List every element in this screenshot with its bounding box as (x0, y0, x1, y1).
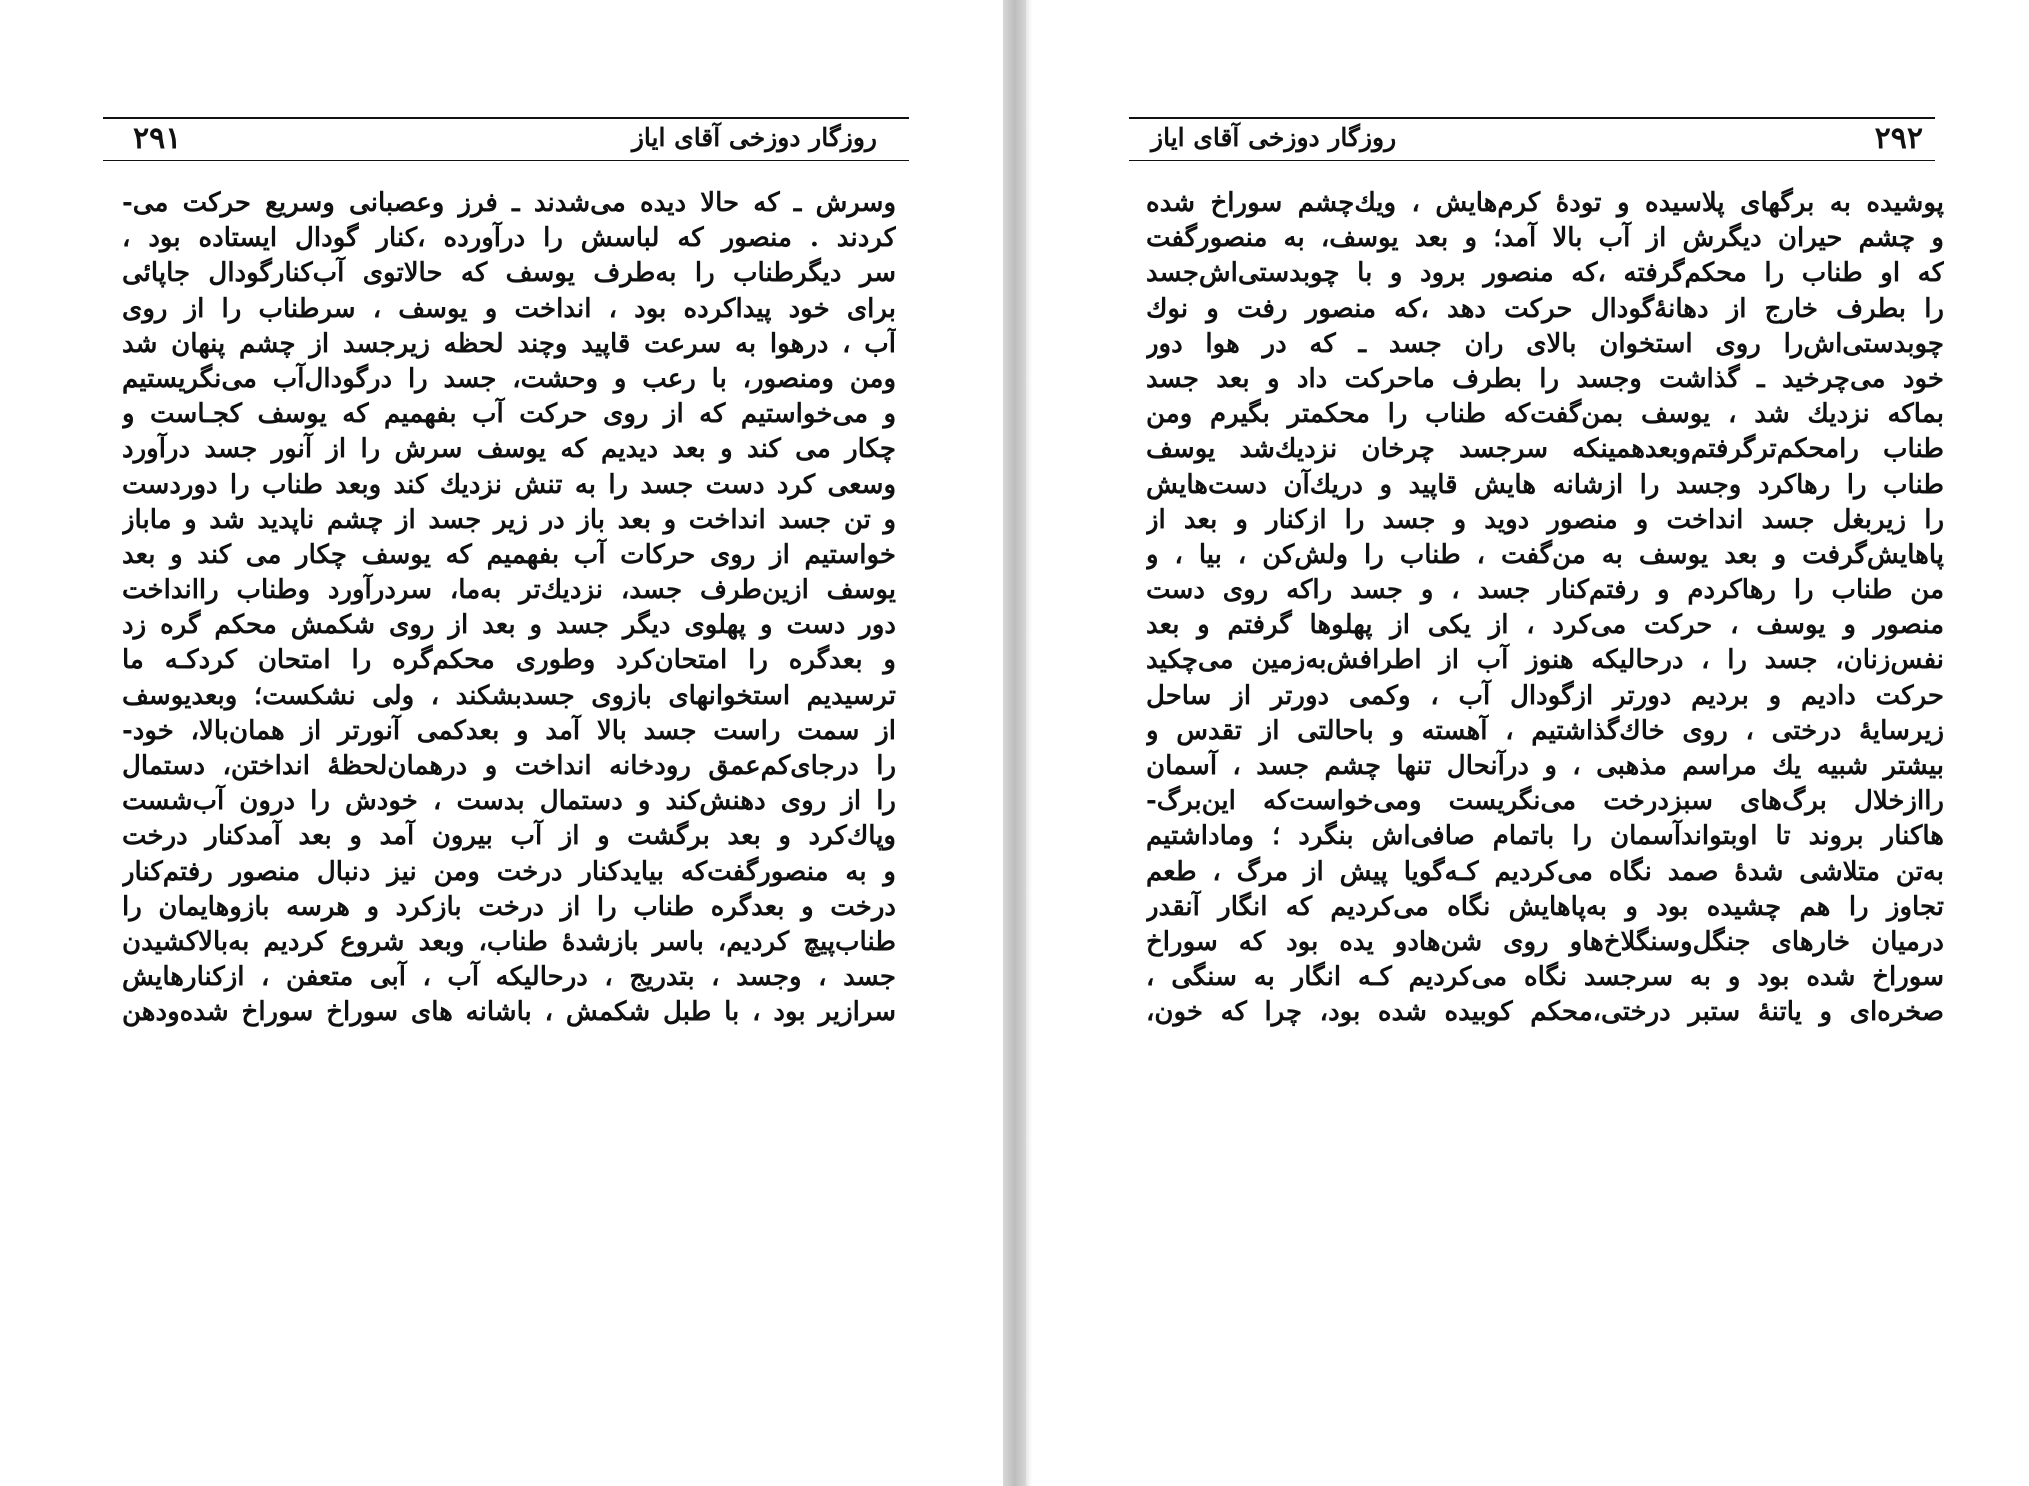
text-line: وسعی کرد دست جسد را به تنش نزدیك کند وبعد طناب را دوردست (122, 469, 896, 500)
text-line: پوشیده به برگهای پلاسیده و تودهٔ کرم‌هایش ، ویك‌چشم سوراخ شده (1146, 188, 1944, 218)
text-line: جسد ، وجسد ، بتدریج ، درحالیکه آب ، آبی متعفن ، ازکنارهایش (122, 962, 896, 993)
right-page-body (1146, 186, 1944, 1031)
text-line: سر دیگرطناب را به‌طرف یوسف که حالاتوی آب‌کنارگودال جاپائی (122, 258, 896, 289)
text-line: وسرش ـ که حالا دیده می‌شدند ـ فرز وعصبانی وسریع حرکت می- (122, 188, 896, 218)
text-line: و بعدگره را امتحان‌کرد وطوری محکم‌گره را امتحان کردکـه ما (122, 645, 896, 676)
text-line: بماکه نزدیك شد ، یوسف بمن‌گفت‌که طناب را محکمتر بگیرم ومن (1146, 399, 1944, 430)
text-line: برای خود پیداکرده بود ، انداخت و یوسف ، سرطناب را از روی (122, 293, 896, 324)
right-page-header (1129, 117, 1935, 161)
text-line: را زیربغل جسد انداخت و منصور دوید و جسد را ازکنار و بعد از (1146, 504, 1944, 535)
header-rule-bottom (103, 160, 909, 161)
text-line: هاکنار بروند تا اوبتواندآسمان را باتمام صافی‌اش بنگرد ؛ وماداشتیم (1146, 821, 1944, 852)
text-line: خواستیم از روی حرکات آب بفهمیم که یوسف چکار می کند و بعد (122, 539, 896, 570)
text-line: من طناب را رهاکردم و رفتم‌کنار جسد ، و جسد راکه روی دست (1146, 575, 1944, 606)
text-line: را بطرف خارج از دهانهٔ‌گودال حرکت دهد ،که منصور رفت و نوك (1146, 293, 1944, 324)
text-line: سوراخ شده بود و به سرجسد نگاه می‌کردیم کـه انگار به سنگی ، (1146, 962, 1944, 993)
running-title: روزگار دوزخی آقای ایاز (1151, 123, 1397, 152)
text-line: درمیان خارهای جنگل‌وسنگلاخ‌هاو روی شن‌هادو یده بود که سوراخ (1146, 926, 1944, 957)
text-line: تجاوز را هم چشیده بود و به‌پاهایش نگاه می‌کردیم که انگار آنقدر (1146, 891, 1944, 922)
text-line: درخت و بعدگره طناب را از درخت بازکرد و هرسه بازوهایمان را (122, 891, 896, 922)
text-line: چوبدستی‌اش‌را روی استخوان بالای ران جسد ـ که در هوا دور (1146, 328, 1944, 359)
text-line: نفس‌زنان، جسد را ، درحالیکه هنوز آب از اطرافش‌به‌زمین می‌چکید (1146, 645, 1944, 676)
text-line: و تن جسد انداخت و بعد باز در زیر جسد از چشم ناپدید شد و ماباز (122, 504, 896, 535)
text-line: سرازیر بود ، با طبل شکمش ، باشانه های سوراخ سوراخ شده‌ودهن (122, 997, 896, 1028)
text-line: خود می‌چرخید ـ گذاشت وجسد را بطرف ماحرکت داد و بعد جسد (1146, 363, 1944, 394)
text-line: را درجای‌کم‌عمق رودخانه انداخت و درهمان‌لحظهٔ انداختن، دستمال (122, 751, 896, 781)
right-page (1026, 0, 2029, 1486)
text-line: دور دست و پهلوی دیگر جسد و بعد از روی شکمش محکم گره زد (122, 610, 896, 641)
left-page-header (103, 117, 909, 161)
text-line: را از روی دهنش‌کند و دستمال بدست ، خودش را درون آب‌شست (122, 786, 896, 817)
text-line: منصور و یوسف ، حرکت می‌کرد ، از یکی از پهلوها گرفتم و بعد (1146, 610, 1944, 641)
header-rule-bottom (1129, 160, 1935, 161)
page-number: ۲۹۱ (133, 121, 182, 156)
text-line: ترسیدیم استخوانهای بازوی جسدبشکند ، ولی نشکست؛ وبعدیوسف (122, 680, 896, 711)
text-line: وپاك‌کرد و بعد برگشت و از آب بیرون آمد و بعد آمدکنار درخت (122, 821, 896, 852)
text-line: طناب را رهاکرد وجسد را ازشانه هایش قاپید و دریك‌آن دست‌هایش (1146, 469, 1944, 500)
book-gutter (1003, 0, 1026, 1486)
text-line: و می‌خواستیم که از روی حرکت آب بفهمیم که یوسف کجـاست و (122, 399, 896, 430)
text-line: طناب‌پیچ کردیم، باسر بازشدهٔ طناب، وبعد شروع کردیم به‌بالاکشیدن (122, 926, 896, 957)
text-line: به‌تن متلاشی شدهٔ صمد نگاه می‌کردیم کـه‌گویا پیش از مرگ ، طعم (1146, 856, 1944, 887)
page-edge-shadow (1026, 0, 1032, 1486)
page-number: ۲۹۲ (1874, 121, 1923, 156)
running-title: روزگار دوزخی آقای ایاز (631, 123, 877, 152)
text-line: چکار می کند و بعد دیدیم که یوسف سرش را از آنور جسد درآورد (122, 434, 896, 465)
text-line: که او طناب را محکم‌گرفته ،که منصور برود و با چوبدستی‌اش‌جسد (1146, 258, 1944, 289)
header-rule-top (103, 117, 909, 119)
text-line: راازخلال برگ‌های سبزدرخت می‌نگریست ومی‌خواست‌که این‌برگ- (1146, 786, 1944, 817)
text-line: آب ، درهوا به سرعت قاپید وچند لحظه زیرجسد از چشم پنهان شد (122, 328, 896, 359)
left-page (0, 0, 1003, 1486)
text-line: بیشتر شبیه یك مراسم مذهبی ، و درآنحال تنها چشم جسد ، آسمان (1146, 751, 1944, 781)
text-line: حرکت دادیم و بردیم دورتر ازگودال آب ، وکمی دورتر از ساحل (1146, 680, 1944, 711)
left-page-body (122, 186, 896, 1031)
text-line: و به منصورگفت‌که بیایدکنار درخت ومن نیز دنبال منصور رفتم‌کنار (122, 856, 896, 887)
header-rule-top (1129, 117, 1935, 119)
text-line: زیرسایهٔ درختی ، روی خاك‌گذاشتیم ، آهسته و باحالتی از تقدس و (1146, 715, 1944, 746)
text-line: یوسف ازین‌طرف جسد، نزدیك‌تر به‌ما، سردرآورد وطناب راانداخت (122, 575, 896, 606)
text-line: طناب رامحکم‌ترگرفتم‌وبعدهمینکه سرجسد چرخان نزدیك‌شد یوسف (1146, 434, 1944, 465)
text-line: از سمت راست جسد بالا آمد و بعدکمی آنورتر از همان‌بالا، خود- (122, 715, 896, 746)
text-line: کردند . منصور که لباسش را درآورده ،کنار گودال ایستاده بود ، (122, 223, 896, 254)
text-line: و چشم حیران دیگرش از آب بالا آمد؛ و بعد یوسف، به منصورگفت (1146, 223, 1944, 254)
text-line: پاهایش‌گرفت و بعد یوسف به من‌گفت ، طناب را ولش‌کن ، بیا ، و (1146, 539, 1944, 570)
text-line: صخره‌ای و یاتنهٔ ستبر درختی،محکم کوبیده شده بود، چرا که خون، (1146, 997, 1944, 1028)
text-line: ومن ومنصور، با رعب و وحشت، جسد را درگودال‌آب می‌نگریستیم (122, 363, 896, 394)
